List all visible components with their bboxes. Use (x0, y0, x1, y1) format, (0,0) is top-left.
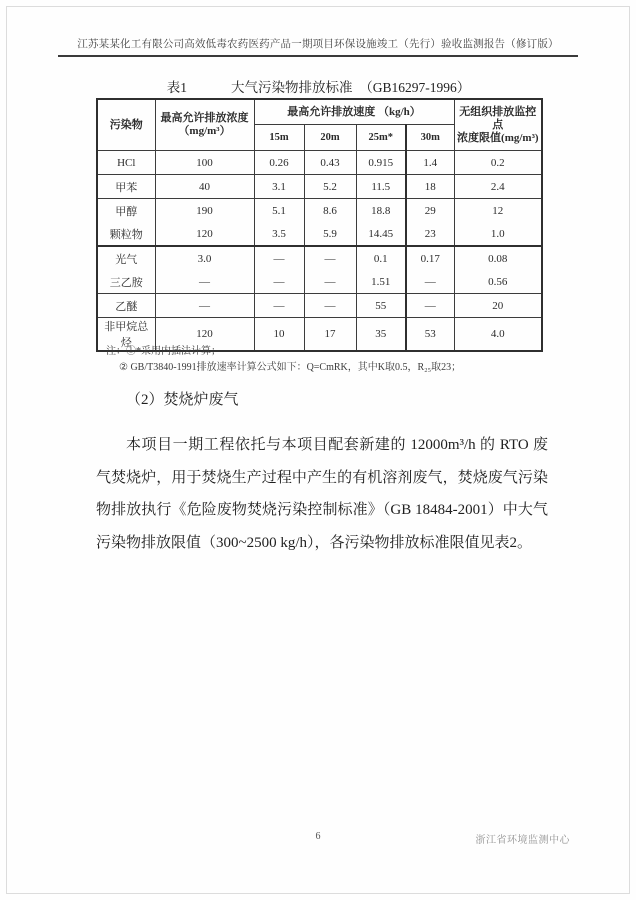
page-header: 江苏某某化工有限公司高效低毒农药医药产品一期项目环保设施竣工（先行）验收监测报告（修订版） (58, 36, 578, 57)
col-header-line: 最高允许排放浓度 (160, 112, 249, 124)
cell-r30: 53 (406, 318, 454, 352)
col-header-max-rate: 最高允许排放速度 （kg/h） (254, 99, 454, 125)
cell-r30: — (406, 270, 454, 294)
cell-r30: 1.4 (406, 151, 454, 175)
cell-pollutant: 甲苯 (97, 175, 155, 199)
cell-fugitive: 4.0 (454, 318, 542, 352)
cell-pollutant: 光气 (97, 246, 155, 270)
cell-r30: 23 (406, 222, 454, 246)
table-row (97, 222, 542, 246)
table-notes (106, 344, 546, 376)
table-row (97, 199, 542, 223)
col-header-line: （mg/m³） (178, 125, 231, 137)
cell-r15: 5.1 (254, 199, 304, 223)
cell-fugitive: 0.56 (454, 270, 542, 294)
cell-r25: 14.45 (356, 222, 406, 246)
col-header-15m: 15m (254, 125, 304, 151)
cell-r20: — (304, 294, 356, 318)
cell-pollutant: 甲醇 (97, 199, 155, 223)
cell-r25: 11.5 (356, 175, 406, 199)
table-header-row (97, 99, 542, 125)
cell-r20: 5.2 (304, 175, 356, 199)
cell-r20: 5.9 (304, 222, 356, 246)
cell-r30: — (406, 294, 454, 318)
cell-r25: 0.915 (356, 151, 406, 175)
cell-r30: 18 (406, 175, 454, 199)
body-paragraph: 本项目一期工程依托与本项目配套新建的 12000m³/h 的 RTO 废气焚烧炉，用于焚烧生产过程中产生的有机溶剂废气，焚烧废气污染物排放执行《危险废物焚烧污染控制标准》（GB 18484-2001）中大气污染物排放限值（300~2500 kg/h），各污染物排放标准限值见表2。 (96, 437, 548, 551)
cell-r15: 3.5 (254, 222, 304, 246)
cell-conc: 120 (155, 222, 254, 246)
cell-conc: 120 (155, 318, 254, 352)
cell-r30: 0.17 (406, 246, 454, 270)
cell-r30: 29 (406, 199, 454, 223)
table-title (96, 76, 541, 96)
cell-r25: 55 (356, 294, 406, 318)
col-header-line: 浓度限值(mg/m³) (457, 131, 539, 144)
table-row (97, 294, 542, 318)
cell-r25: 35 (356, 318, 406, 352)
cell-pollutant: 三乙胺 (97, 270, 155, 294)
cell-r20: — (304, 270, 356, 294)
cell-r15: 0.26 (254, 151, 304, 175)
cell-r20: — (304, 246, 356, 270)
table-row (97, 270, 542, 294)
cell-fugitive: 12 (454, 199, 542, 223)
table-title-text: 大气污染物排放标准 （GB16297-1996） (231, 80, 471, 95)
table-row (97, 175, 542, 199)
table-note-2: ② GB/T3840-1991排放速率计算公式如下：Q=CmRK，其中K取0.5，R₂₅取23； (119, 362, 462, 373)
cell-r20: 17 (304, 318, 356, 352)
cell-fugitive: 1.0 (454, 222, 542, 246)
col-header-max-concentration (155, 99, 254, 151)
cell-r15: 3.1 (254, 175, 304, 199)
table-row (97, 151, 542, 175)
cell-pollutant: 颗粒物 (97, 222, 155, 246)
cell-conc: 3.0 (155, 246, 254, 270)
cell-r15: — (254, 294, 304, 318)
col-header-30m: 30m (406, 125, 454, 151)
page-number: 6 (315, 831, 321, 842)
cell-fugitive: 0.08 (454, 246, 542, 270)
cell-r20: 8.6 (304, 199, 356, 223)
cell-fugitive: 20 (454, 294, 542, 318)
cell-r25: 1.51 (356, 270, 406, 294)
cell-r15: — (254, 246, 304, 270)
footer-organization: 浙江省环境监测中心 (475, 835, 570, 846)
col-header-pollutant: 污染物 (97, 99, 155, 151)
cell-pollutant: 非甲烷总烃 (97, 318, 155, 352)
cell-r20: 0.43 (304, 151, 356, 175)
col-header-fugitive (454, 99, 542, 151)
table-title-label: 表1 (166, 80, 187, 95)
section-heading: （2）焚烧炉废气 (126, 392, 239, 408)
emission-standard-table (96, 98, 543, 352)
cell-fugitive: 2.4 (454, 175, 542, 199)
cell-conc: 190 (155, 199, 254, 223)
cell-conc: 100 (155, 151, 254, 175)
cell-r15: — (254, 270, 304, 294)
cell-pollutant: 乙醚 (97, 294, 155, 318)
col-header-20m: 20m (304, 125, 356, 151)
cell-r15: 10 (254, 318, 304, 352)
cell-conc: — (155, 270, 254, 294)
col-header-25m: 25m* (356, 125, 406, 151)
cell-conc: 40 (155, 175, 254, 199)
col-header-line: 无组织排放监控点 (459, 105, 537, 131)
cell-fugitive: 0.2 (454, 151, 542, 175)
cell-r25: 18.8 (356, 199, 406, 223)
cell-pollutant: HCl (97, 151, 155, 175)
table-note-1: 注：①*采用内插法计算； (106, 346, 221, 357)
cell-r25: 0.1 (356, 246, 406, 270)
table-row (97, 246, 542, 270)
cell-conc: — (155, 294, 254, 318)
